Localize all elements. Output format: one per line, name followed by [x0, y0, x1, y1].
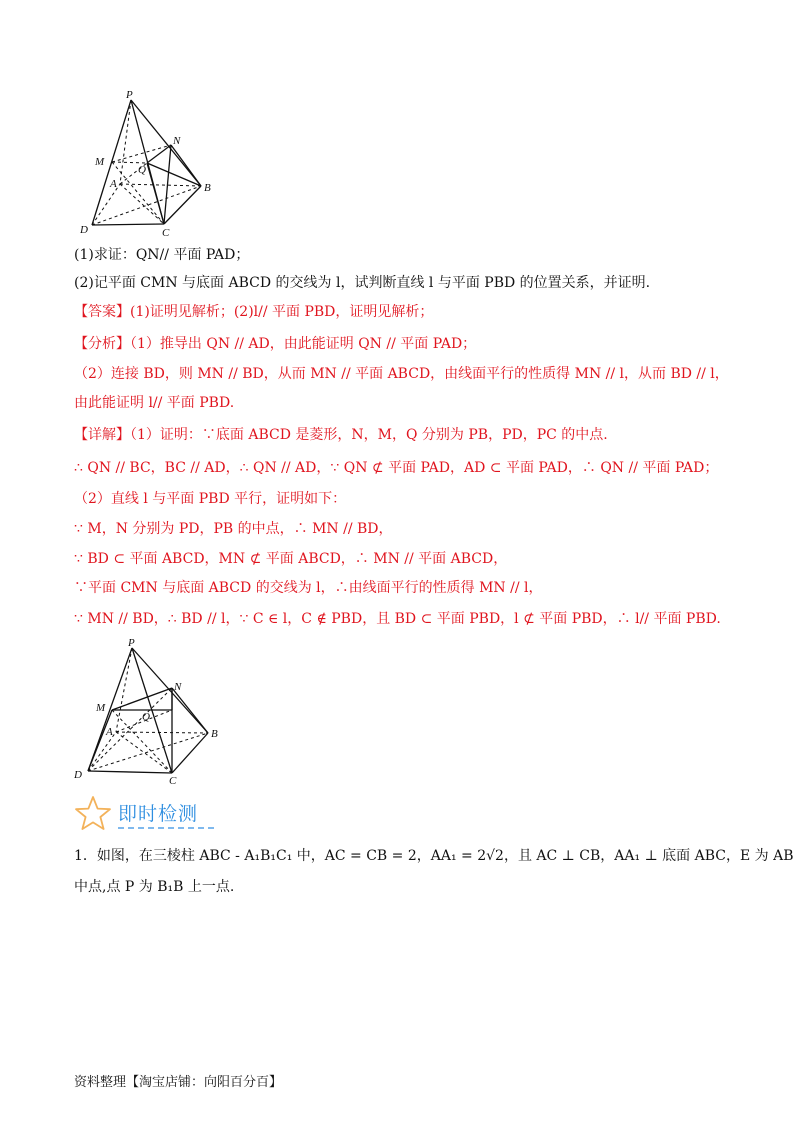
- label-A: A: [106, 726, 113, 738]
- question-part2: (2)记平面 CMN 与底面 ABCD 的交线为 l，试判断直线 l 与平面 PBD 的位置关系，并证明.: [74, 275, 651, 291]
- label-M: M: [96, 702, 106, 714]
- label-C: C: [162, 227, 170, 238]
- label-D: D: [74, 769, 82, 781]
- label-C: C: [169, 775, 177, 786]
- analysis-line-1: 【分析】（1）推导出 QN // AD，由此能证明 QN // 平面 PAD；: [74, 336, 477, 352]
- exercise-line-1: 1．如图，在三棱柱 ABC - A₁B₁C₁ 中，AC = CB = 2，AA₁ = 2√2，且 AC ⊥ CB，AA₁ ⊥ 底面 ABC，E 为 AB: [74, 848, 794, 864]
- detail-line-2: ∴ QN // BC，BC // AD，∴ QN // AD，∵ QN ⊄ 平面 PAD，AD ⊂ 平面 PAD，∴ QN // 平面 PAD；: [74, 460, 719, 476]
- section-title: 即时检测: [118, 803, 199, 825]
- label-N: N: [173, 135, 181, 147]
- footer-text: 资料整理【淘宝店铺：向阳百分百】: [74, 1075, 283, 1090]
- detail-line-3: （2）直线 l 与平面 PBD 平行，证明如下：: [74, 491, 347, 507]
- label-P: P: [126, 89, 133, 101]
- answer-line: 【答案】(1)证明见解析；(2)l// 平面 PBD，证明见解析；: [74, 304, 434, 320]
- pyramid-figure-top: [80, 88, 230, 238]
- section-header: [74, 795, 214, 831]
- label-Q: Q: [138, 164, 146, 176]
- detail-line-1: 【详解】（1）证明：∵底面 ABCD 是菱形，N，M，Q 分别为 PB，PD，PC 的中点.: [74, 427, 608, 443]
- exercise-line-2: 中点,点 P 为 B₁B 上一点.: [74, 879, 235, 895]
- question-part1: (1)求证：QN// 平面 PAD；: [74, 247, 250, 263]
- label-A: A: [110, 178, 117, 190]
- pyramid-figure-bottom: [74, 636, 224, 786]
- star-outline-icon: [74, 795, 112, 831]
- label-P: P: [128, 637, 135, 649]
- label-M: M: [95, 156, 105, 168]
- label-N: N: [174, 681, 182, 693]
- label-B: B: [211, 728, 218, 740]
- section-underline: [118, 827, 214, 829]
- detail-line-5: ∵ BD ⊂ 平面 ABCD，MN ⊄ 平面 ABCD，∴ MN // 平面 ABCD，: [74, 551, 508, 567]
- detail-line-7: ∵ MN // BD，∴ BD // l，∵ C ∈ l，C ∉ PBD，且 BD ⊂ 平面 PBD，l ⊄ 平面 PBD，∴ l// 平面 PBD.: [74, 611, 721, 627]
- label-Q: Q: [142, 711, 150, 723]
- label-D: D: [80, 224, 88, 236]
- detail-line-4: ∵ M，N 分别为 PD，PB 的中点，∴ MN // BD，: [74, 521, 393, 537]
- analysis-line-2: （2）连接 BD，则 MN // BD，从而 MN // 平面 ABCD，由线面平行的性质得 MN // l，从而 BD // l，: [74, 366, 729, 382]
- analysis-line-3: 由此能证明 l// 平面 PBD.: [74, 395, 235, 411]
- label-B: B: [204, 182, 211, 194]
- detail-line-6: ∵平面 CMN 与底面 ABCD 的交线为 l，∴由线面平行的性质得 MN // l，: [74, 580, 543, 596]
